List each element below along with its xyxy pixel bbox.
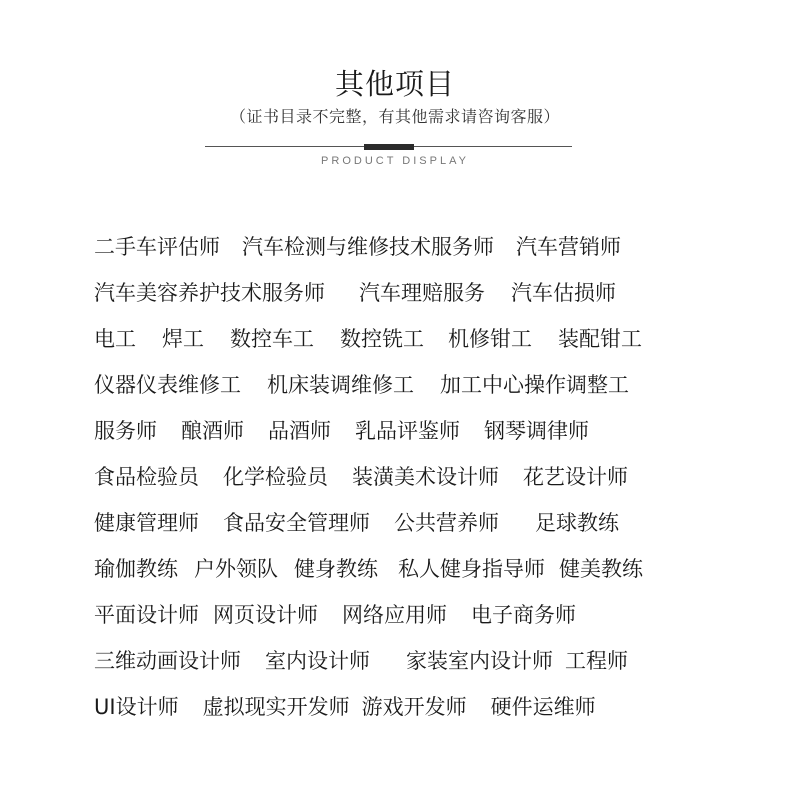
certificate-item: 数控车工 [230, 327, 314, 351]
certificate-item: 三维动画设计师 [94, 649, 241, 673]
certificate-item: 加工中心操作调整工 [440, 373, 629, 397]
certificate-item: 瑜伽教练 [94, 557, 178, 581]
certificate-item: 家装室内设计师 [406, 649, 553, 673]
certificate-item: 私人健身指导师 [398, 557, 545, 581]
certificate-item: 网络应用师 [342, 603, 447, 627]
certificate-item: 电工 [94, 327, 136, 351]
certificate-row [94, 274, 774, 320]
certificate-item: 平面设计师 [94, 603, 199, 627]
certificate-row [94, 596, 774, 642]
certificate-row [94, 550, 774, 596]
certificate-item: 装配钳工 [558, 327, 642, 351]
tagline: PRODUCT DISPLAY [321, 155, 469, 167]
certificate-list [94, 228, 774, 734]
certificate-item: 游戏开发师 [361, 695, 467, 719]
certificate-item: 汽车估损师 [511, 281, 616, 305]
certificate-item: 汽车营销师 [516, 235, 621, 259]
certificate-item: UI设计师 [94, 695, 179, 719]
page-title: 其他项目 [334, 67, 455, 101]
certificate-item: 公共营养师 [394, 511, 499, 535]
page-header [0, 66, 790, 128]
certificate-row [94, 412, 774, 458]
certificate-item: 硬件运维师 [490, 695, 596, 719]
certificate-item: 健康管理师 [94, 511, 199, 535]
page-subtitle: （证书目录不完整，有其他需求请咨询客服） [229, 107, 560, 126]
certificate-item: 工程师 [565, 649, 628, 673]
certificate-item: 电子商务师 [471, 603, 576, 627]
divider-accent-bar [364, 144, 414, 150]
certificate-item: 钢琴调律师 [484, 419, 589, 443]
certificate-item: 网页设计师 [213, 603, 318, 627]
certificate-item: 健身教练 [294, 557, 378, 581]
certificate-item: 足球教练 [535, 511, 619, 535]
certificate-item: 数控铣工 [340, 327, 424, 351]
certificate-item: 酿酒师 [181, 419, 244, 443]
certificate-item: 化学检验员 [223, 465, 328, 489]
certificate-row [94, 320, 774, 366]
certificate-row [94, 688, 774, 734]
certificate-row [94, 458, 774, 504]
certificate-item: 汽车理赔服务 [359, 281, 485, 305]
certificate-item: 仪器仪表维修工 [94, 373, 241, 397]
certificate-item: 花艺设计师 [523, 465, 628, 489]
certificate-item: 装潢美术设计师 [352, 465, 499, 489]
certificate-row [94, 504, 774, 550]
certificate-item: 食品检验员 [94, 465, 199, 489]
certificate-item: 二手车评估师 [94, 235, 220, 259]
certificate-item: 户外领队 [194, 557, 278, 581]
certificate-row [94, 642, 774, 688]
certificate-item: 汽车检测与维修技术服务师 [242, 235, 494, 259]
certificate-item: 健美教练 [559, 557, 643, 581]
certificate-item: 品酒师 [268, 419, 331, 443]
certificate-item: 焊工 [162, 327, 204, 351]
certificate-item: 汽车美容养护技术服务师 [94, 281, 325, 305]
certificate-row [94, 228, 774, 274]
certificate-item: 机修钳工 [448, 327, 532, 351]
certificate-item: 虚拟现实开发师 [202, 695, 350, 719]
certificate-row [94, 366, 774, 412]
certificate-item: 服务师 [94, 419, 157, 443]
certificate-item: 室内设计师 [265, 649, 370, 673]
certificate-item: 乳品评鉴师 [355, 419, 460, 443]
certificate-item: 机床装调维修工 [267, 373, 414, 397]
certificate-item: 食品安全管理师 [223, 511, 370, 535]
